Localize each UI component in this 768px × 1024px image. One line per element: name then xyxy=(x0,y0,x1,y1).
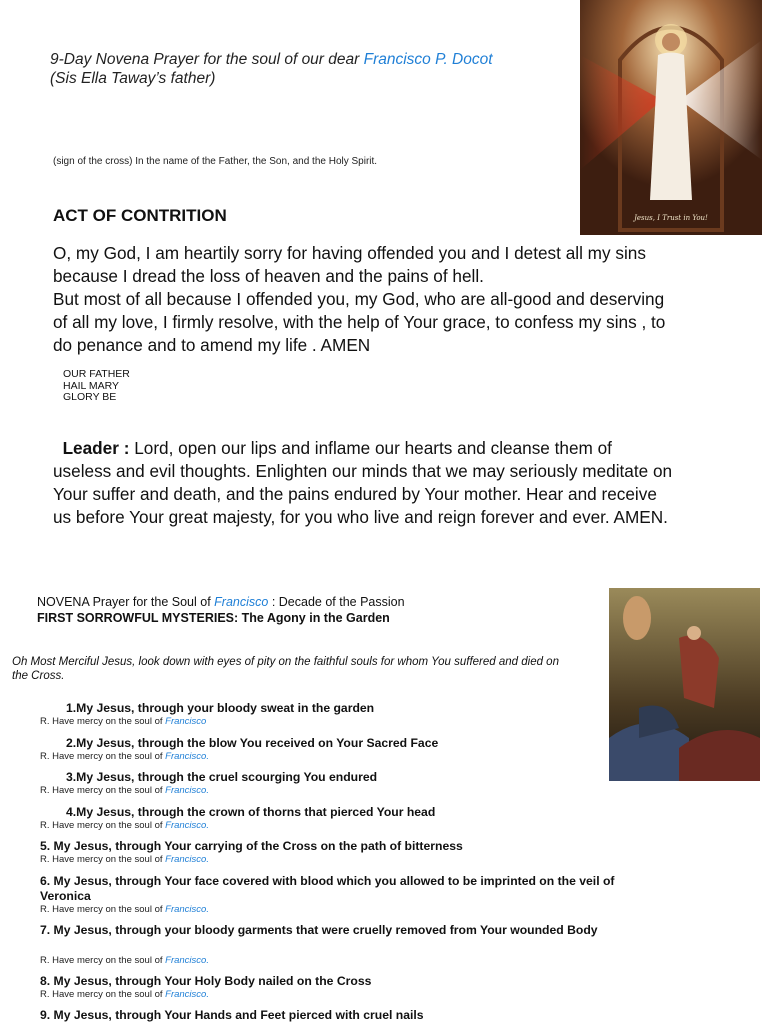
mystery-7-text: 7. My Jesus, through your bloody garments that were cruelly removed from Your wounded Body xyxy=(40,923,598,937)
mystery-response xyxy=(40,854,209,865)
agony-garden-image xyxy=(609,588,760,781)
title-prefix: 9-Day Novena Prayer for the soul of our dear xyxy=(50,51,364,68)
angel-figure xyxy=(623,596,651,640)
mystery-item: 5. My Jesus, through Your carrying of the Cross on the path of bitterness xyxy=(40,839,463,853)
mystery-response xyxy=(40,785,209,796)
response-name: Francisco. xyxy=(165,955,209,966)
leader-label: Leader : xyxy=(62,438,130,458)
head-shape xyxy=(662,33,680,51)
intro-prayer: Oh Most Merciful Jesus, look down with eyes of pity on the faithful souls for whom You suffered and died on the Cross. xyxy=(12,656,559,682)
prayer-glory-be: GLORY BE xyxy=(63,391,117,403)
response-prefix: R. Have mercy on the soul of xyxy=(40,785,166,796)
contrition-line-2: But most of all because I offended you, my God, who are all-good and deserving of all my love, I firmly resolve, with the help of Your grace, to confess my sins , to do penance and to amend my life . AMEN xyxy=(53,289,666,355)
image-caption: Jesus, I Trust in You! xyxy=(634,214,708,222)
response-name: Francisco. xyxy=(165,989,209,1000)
mystery-item: 3.My Jesus, through the cruel scourging You endured xyxy=(66,770,378,784)
response-prefix: R. Have mercy on the soul of xyxy=(40,716,166,727)
novena-prefix: NOVENA Prayer for the Soul of xyxy=(37,595,215,609)
prayers-list xyxy=(63,369,130,404)
response-name: Francisco. xyxy=(165,785,209,796)
opening-line: (sign of the cross) In the name of the Father, the Son, and the Holy Spirit. xyxy=(53,156,378,167)
divine-mercy-image xyxy=(580,0,762,235)
contrition-text xyxy=(53,242,673,357)
mysteries-title: FIRST SORROWFUL MYSTERIES: The Agony in the Garden xyxy=(37,611,390,625)
contrition-heading: ACT OF CONTRITION xyxy=(53,206,227,225)
leader-text: Lord, open our lips and inflame our hearts and cleanse them of useless and evil thoughts. Enlighten our minds that we may seriously meditate on Your suffer and death, and the pains endured by Your mother. Hear and receive us before Your great majesty, for you who live and reign forever and ever. AMEN. xyxy=(53,438,673,527)
prayer-hail-mary: HAIL MARY xyxy=(63,379,120,392)
mystery-response xyxy=(40,955,209,966)
prayer-our-father: OUR FATHER xyxy=(63,368,130,380)
response-prefix: R. Have mercy on the soul of xyxy=(40,820,166,831)
response-name: Francisco. xyxy=(165,904,209,915)
novena-name: Francisco xyxy=(214,595,269,609)
response-prefix: R. Have mercy on the soul of xyxy=(40,854,166,865)
mystery-response xyxy=(40,904,209,915)
mystery-item: 4.My Jesus, through the crown of thorns that pierced Your head xyxy=(66,805,436,819)
title-subtitle: (Sis Ella Taway’s father) xyxy=(50,70,216,87)
response-prefix: R. Have mercy on the soul of xyxy=(40,989,166,1000)
mystery-item: 9. My Jesus, through Your Hands and Feet pierced with cruel nails xyxy=(40,1008,424,1022)
mystery-item: 2.My Jesus, through the blow You received on Your Sacred Face xyxy=(66,736,439,750)
mystery-response xyxy=(40,751,209,762)
response-name: Francisco. xyxy=(165,820,209,831)
response-prefix: R. Have mercy on the soul of xyxy=(40,751,166,762)
response-name: Francisco. xyxy=(165,751,209,762)
figure-head xyxy=(687,626,701,640)
response-prefix: R. Have mercy on the soul of xyxy=(40,955,166,966)
mystery-item xyxy=(40,923,610,938)
mystery-response xyxy=(40,989,209,1000)
response-prefix: R. Have mercy on the soul of xyxy=(40,904,166,915)
mystery-item: 8. My Jesus, through Your Holy Body nailed on the Cross xyxy=(40,974,372,988)
novena-line xyxy=(37,595,405,609)
title-name: Francisco P. Docot xyxy=(363,51,493,68)
novena-suffix: : Decade of the Passion xyxy=(268,595,405,609)
response-name: Francisco xyxy=(165,716,207,727)
mystery-item: 1.My Jesus, through your bloody sweat in the garden xyxy=(66,701,375,715)
leader-prayer xyxy=(53,437,673,529)
mystery-item: 6. My Jesus, through Your face covered with blood which you allowed to be imprinted on the veil of Veronica xyxy=(40,874,615,903)
mystery-response xyxy=(40,820,209,831)
mystery-response xyxy=(40,716,206,727)
page-title xyxy=(50,50,493,88)
contrition-line-1: O, my God, I am heartily sorry for having offended you and I detest all my sins because I dread the loss of heaven and the pains of hell. xyxy=(53,243,646,286)
response-name: Francisco. xyxy=(165,854,209,865)
